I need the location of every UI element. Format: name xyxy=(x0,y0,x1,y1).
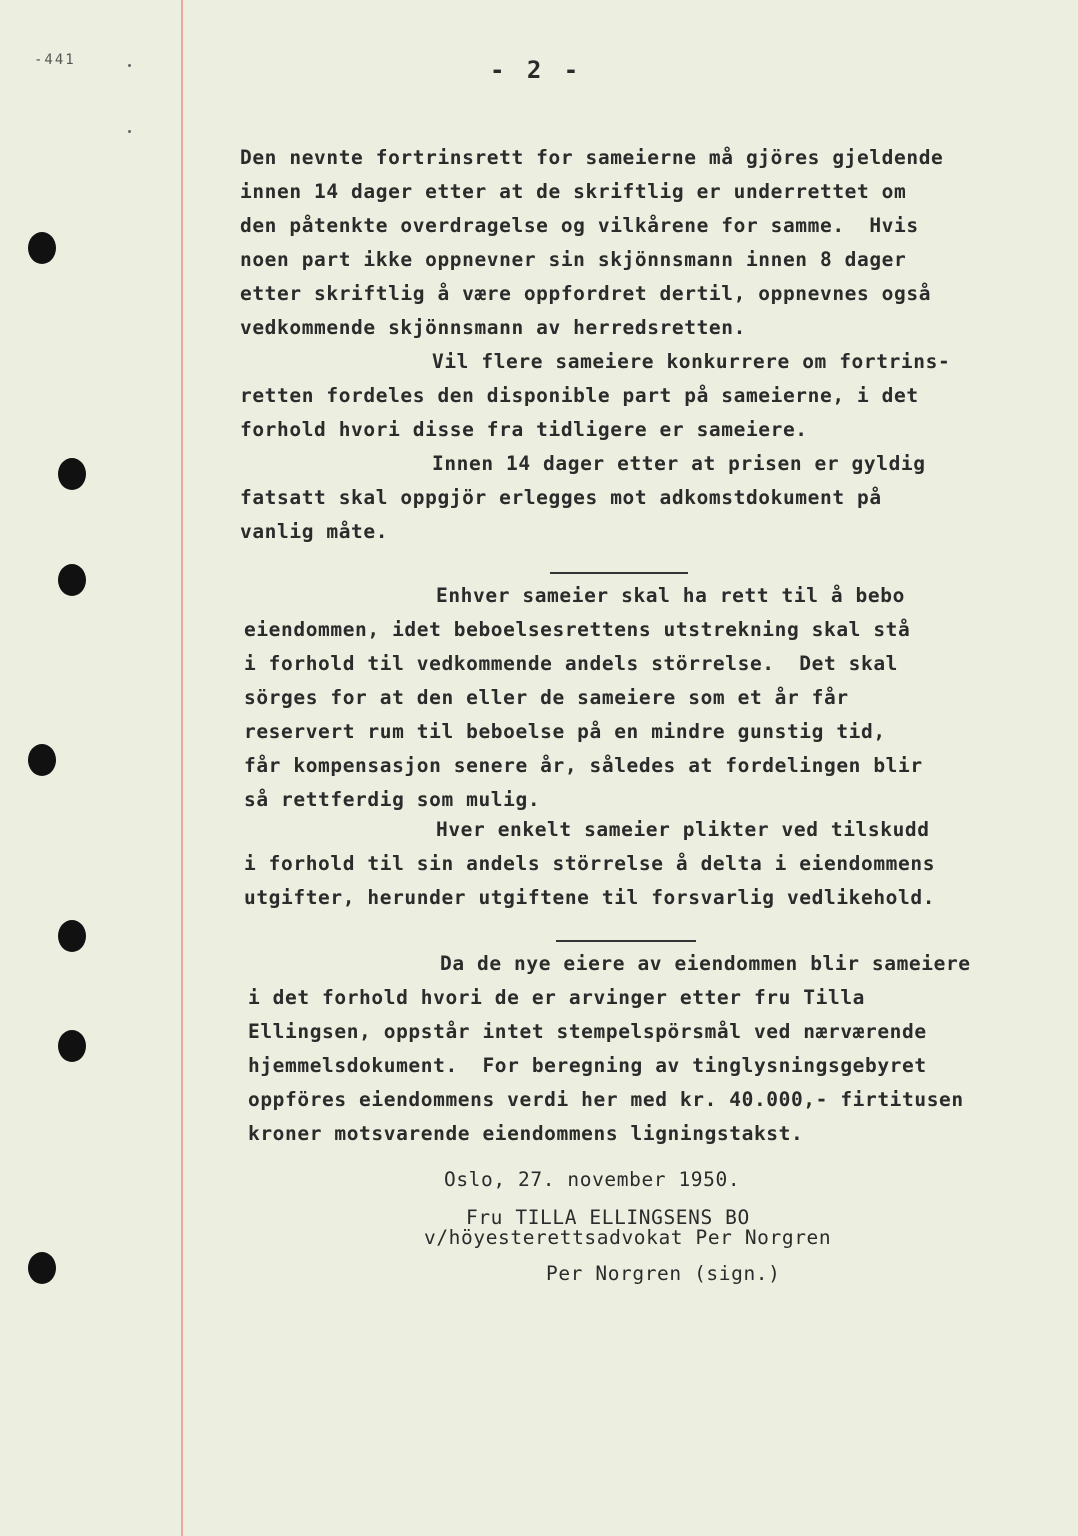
signature-line: Per Norgren (sign.) xyxy=(546,1262,781,1285)
text-line: fatsatt skal oppgjör erlegges mot adkomstdokument på xyxy=(240,486,882,509)
text-line: vanlig måte. xyxy=(240,520,389,543)
text-line: i det forhold hvori de er arvinger etter fru Tilla xyxy=(248,986,865,1009)
place-date: Oslo, 27. november 1950. xyxy=(444,1168,741,1191)
estate-name: Fru TILLA ELLINGSENS BO xyxy=(466,1206,750,1229)
punch-hole xyxy=(28,232,56,264)
punch-hole xyxy=(58,920,86,952)
text-line: Hver enkelt sameier plikter ved tilskudd xyxy=(436,818,930,841)
text-line: får kompensasjon senere år, således at fordelingen blir xyxy=(244,754,923,777)
text-line: Innen 14 dager etter at prisen er gyldig xyxy=(432,452,926,475)
text-line: etter skriftlig å være oppfordret dertil, oppnevnes også xyxy=(240,282,932,305)
text-line: Ellingsen, oppstår intet stempelspörsmål ved nærværende xyxy=(248,1020,927,1043)
text-line: oppföres eiendommens verdi her med kr. 40.000,- firtitusen xyxy=(248,1088,964,1111)
section-divider xyxy=(550,572,688,574)
text-line: eiendommen, idet beboelsesrettens utstrekning skal stå xyxy=(244,618,911,641)
text-line: sörges for at den eller de sameiere som et år får xyxy=(244,686,849,709)
text-line: så rettferdig som mulig. xyxy=(244,788,541,811)
text-line: noen part ikke oppnevner sin skjönnsmann innen 8 dager xyxy=(240,248,907,271)
lawyer-line: v/höyesterettsadvokat Per Norgren xyxy=(424,1226,832,1249)
punch-hole xyxy=(58,564,86,596)
page-number: - 2 - xyxy=(490,56,583,84)
text-line: Den nevnte fortrinsrett for sameierne må gjöres gjeldende xyxy=(240,146,944,169)
text-line: Enhver sameier skal ha rett til å bebo xyxy=(436,584,905,607)
punch-hole xyxy=(28,744,56,776)
text-line: innen 14 dager etter at de skriftlig er underrettet om xyxy=(240,180,907,203)
text-line: vedkommende skjönnsmann av herredsretten. xyxy=(240,316,746,339)
text-line: kroner motsvarende eiendommens ligningstakst. xyxy=(248,1122,804,1145)
text-line: forhold hvori disse fra tidligere er sameiere. xyxy=(240,418,808,441)
text-line: Vil flere sameiere konkurrere om fortrins- xyxy=(432,350,951,373)
red-margin-line xyxy=(181,0,183,1536)
text-line: den påtenkte overdragelse og vilkårene for samme. Hvis xyxy=(240,214,919,237)
punch-hole xyxy=(58,458,86,490)
text-line: i forhold til sin andels störrelse å delta i eiendommens xyxy=(244,852,936,875)
text-line: reservert rum til beboelse på en mindre gunstig tid, xyxy=(244,720,886,743)
punch-hole xyxy=(28,1252,56,1284)
text-line: i forhold til vedkommende andels störrelse. Det skal xyxy=(244,652,899,675)
text-line: utgifter, herunder utgiftene til forsvarlig vedlikehold. xyxy=(244,886,936,909)
ink-speck xyxy=(128,64,131,67)
text-line: hjemmelsdokument. For beregning av tinglysningsgebyret xyxy=(248,1054,927,1077)
punch-hole xyxy=(58,1030,86,1062)
corner-mark: -441 xyxy=(34,52,76,68)
text-line: retten fordeles den disponible part på sameierne, i det xyxy=(240,384,919,407)
ink-speck xyxy=(128,130,131,133)
text-line: Da de nye eiere av eiendommen blir sameiere xyxy=(440,952,971,975)
section-divider xyxy=(556,940,696,942)
